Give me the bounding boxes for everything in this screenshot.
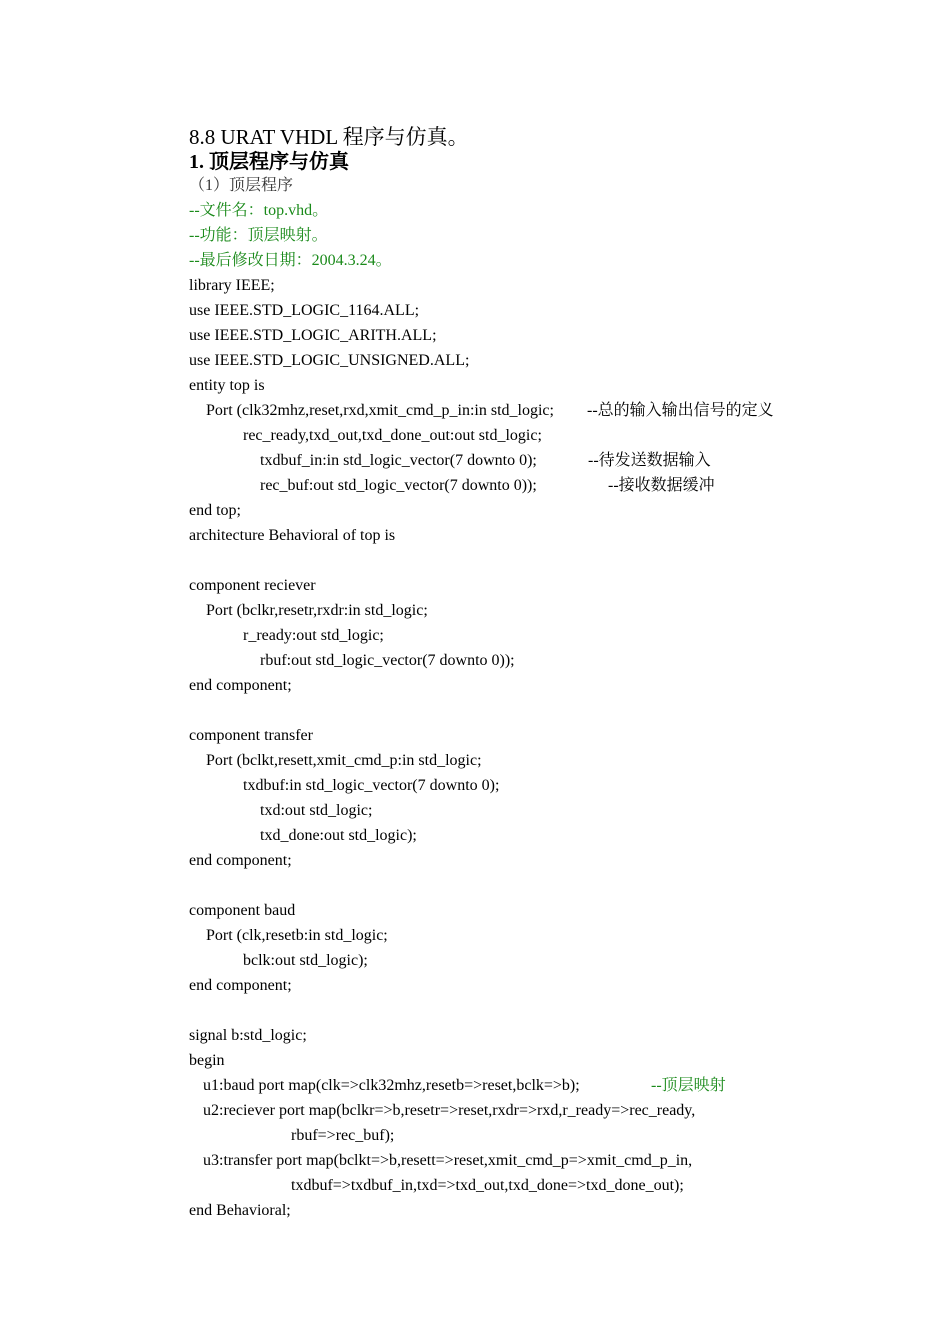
comment-filename: --文件名：top.vhd。 <box>189 202 329 219</box>
code-line: component transfer <box>189 727 313 744</box>
code-line: txdbuf_in:in std_logic_vector(7 downto 0); <box>260 452 537 469</box>
code-line: r_ready:out std_logic; <box>243 627 384 644</box>
code-line: u1:baud port map(clk=>clk32mhz,resetb=>reset,bclk=>b); <box>203 1077 580 1094</box>
code-line: use IEEE.STD_LOGIC_UNSIGNED.ALL; <box>189 352 470 369</box>
code-line: end Behavioral; <box>189 1202 291 1219</box>
code-line: architecture Behavioral of top is <box>189 527 396 544</box>
code-line: signal b:std_logic; <box>189 1027 307 1044</box>
code-line: Port (clk32mhz,reset,rxd,xmit_cmd_p_in:in std_logic; <box>206 402 554 419</box>
code-line: component reciever <box>189 577 316 594</box>
subsection-heading: 1. 顶层程序与仿真 <box>189 151 349 173</box>
code-line: u2:reciever port map(bclkr=>b,resetr=>reset,rxdr=>rxd,r_ready=>rec_ready, <box>203 1102 696 1119</box>
code-line: Port (bclkt,resett,xmit_cmd_p:in std_logic; <box>206 752 482 769</box>
code-comment: --总的输入输出信号的定义 <box>587 402 774 419</box>
code-line: use IEEE.STD_LOGIC_ARITH.ALL; <box>189 327 437 344</box>
code-line: end component; <box>189 977 292 994</box>
comment-date: --最后修改日期：2004.3.24。 <box>189 252 392 269</box>
code-line: rec_ready,txd_out,txd_done_out:out std_logic; <box>243 427 542 444</box>
comment-function: --功能：顶层映射。 <box>189 227 328 244</box>
code-line: u3:transfer port map(bclkt=>b,resett=>reset,xmit_cmd_p=>xmit_cmd_p_in, <box>203 1152 693 1169</box>
code-line: library IEEE; <box>189 277 275 294</box>
code-comment: --顶层映射 <box>651 1077 726 1094</box>
code-line: component baud <box>189 902 296 919</box>
code-line: rbuf:out std_logic_vector(7 downto 0)); <box>260 652 515 669</box>
code-line: txd:out std_logic; <box>260 802 373 819</box>
section-heading: 8.8 URAT VHDL 程序与仿真。 <box>189 125 469 149</box>
code-comment: --接收数据缓冲 <box>608 477 715 494</box>
sub-subheading: （1）顶层程序 <box>189 177 294 194</box>
code-line: rbuf=>rec_buf); <box>291 1127 395 1144</box>
code-line: bclk:out std_logic); <box>243 952 368 969</box>
code-line: Port (clk,resetb:in std_logic; <box>206 927 388 944</box>
code-line: txd_done:out std_logic); <box>260 827 417 844</box>
code-line: end top; <box>189 502 241 519</box>
code-line: end component; <box>189 852 292 869</box>
code-line: end component; <box>189 677 292 694</box>
code-line: entity top is <box>189 377 265 394</box>
code-line: begin <box>189 1052 225 1069</box>
code-line: rec_buf:out std_logic_vector(7 downto 0)); <box>260 477 537 494</box>
code-line: Port (bclkr,resetr,rxdr:in std_logic; <box>206 602 428 619</box>
code-line: txdbuf:in std_logic_vector(7 downto 0); <box>243 777 500 794</box>
code-comment: --待发送数据输入 <box>588 452 711 469</box>
code-line: use IEEE.STD_LOGIC_1164.ALL; <box>189 302 420 319</box>
code-line: txdbuf=>txdbuf_in,txd=>txd_out,txd_done=>txd_done_out); <box>291 1177 684 1194</box>
